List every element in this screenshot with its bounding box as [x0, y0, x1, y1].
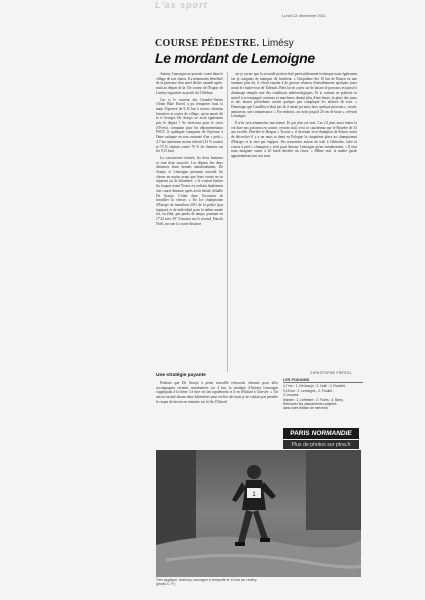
photo-caption: [156, 578, 361, 587]
runner-photo-illustration: [156, 450, 361, 577]
results-box: [283, 378, 363, 411]
col1-paragraph: Car si le coureur des Grandes-Ventes (Team Bike Envir) a pu remporter haut la main l'épreuve de 9,15 km à travers chemins forestiers et routes de village, qu'on aurait dit et à Georges De Araujo on avait également pris le départ ? Se réservant pour le cross d'Yvetot, comptant pour les départementaux FSGT, le quintuple vainqueur de l'épreuve à l'âme caduque en sera contenté d'un « petit » 4,7 km autrement moins sélectif (32 % routes) et 70 % chemin contre 70 % de chemins sur les 9,15 km).: [156, 97, 223, 154]
section-kicker: COURSE PÉDESTRE.: [155, 38, 260, 49]
col2-paragraph: car je savais que la seconde portion était particulièrement technique mais également car je craignais de manquer de fraîcheur. » Cinquième des 10 km de Rouen en une semaine plus tôt, il s'était ensuite à de grosses séances d'entraînement quelques jours avant le coudre-tour de Tafenais. Bien lui en a pris car de laisser le parcours est passé à dommage remplie une des conditions météorologiques. Et si comme ne prétexte se suiteil à accompagné coureurs et marcheurs durant plus d'une heure, la pluie des jours et des heures précédente savent quelque peu compliqué les affaires de tous. « Dommage que Candélos n'était pas là, il aurait pu nous faire quelque pression », sourit, amoureux, une connaissance. « Par endroits, on avait jusqu'à 20 cm de boue », relevait Lemoigne.: [231, 72, 357, 119]
promo-tagline[interactable]: Plus de photos sur ptna.fr: [283, 440, 359, 449]
headline: Le mordant de Lemoigne: [155, 50, 315, 66]
article-column-1: [156, 72, 223, 370]
subheading: Une stratégie payante: [156, 373, 206, 378]
divider: [227, 72, 228, 372]
race-photo: [156, 450, 361, 577]
article-column-1b: [156, 381, 278, 447]
photo-credit: (photo C. F.): [156, 582, 176, 587]
col1-paragraph: La concurrence écartée, les deux hommes se sont donc associés. Les départs des deux distances étant donnés simultanément, De Araujo et Lemoigne prennent aussitôt les choses en mains avant que leurs routes ne se séparent au 3e kilomètre. « Je voulais limiter les risques avant Yvetot en rochant finalement une courte distance après avoir hésité, détaille De Araujo. C'était donc l'occasion de travailler la vitesse. » En 1re championne d'Europe de marathon 2011 de la police (par équipes) et de individuel pour la même année n'a, en effet, pas perdu de temps, pointant en 17'24 avec 39" d'avance sur le second, Patrick Noël, sur une si courte distance.: [156, 155, 223, 226]
byline: CHRISTOPHE FRÉSOL: [310, 371, 352, 375]
issue-date: Lundi 12 décembre 2011: [282, 13, 326, 18]
results-line: Retrouvez les classements complets: [283, 402, 337, 407]
results-line: 9,15 km : 1. Lemoigne ; 2. Fouilet ;: [283, 388, 334, 393]
headline-kicker: [155, 38, 294, 49]
results-title: LES PODIUMS: [283, 378, 363, 383]
bib-number: 1: [252, 492, 256, 498]
results-line: 4,7 km : 1. De Araujo ; 2. Noël ; 3. Rondeil.: [283, 384, 346, 389]
promo-banner[interactable]: [283, 428, 359, 439]
masthead: L'as sport: [155, 0, 208, 10]
results-line: dans notre édition de mercredi.: [283, 406, 329, 411]
caption-text: Très appliqué, Anthony Lemoigne a remporté le 10 km de Liméry.: [156, 578, 258, 582]
brand-right: NORMANDIE: [311, 430, 352, 437]
results-line: Marche : 1. Lefebvre ; 2. Fuchs ; 3. Barry.: [283, 397, 344, 402]
brand-left: PARIS: [290, 430, 310, 437]
results-line: 3. Lesueur.: [283, 393, 300, 398]
col1-paragraph: Antony Lemoigne ne pouvait courir dans le village de son chœur. Il a néanmoins bénéficié de la présence d'un autel lâches samedi après-midi au départ de la 15e course de l'Espoir de Liméry organisée au profit du Téléthon.: [156, 72, 223, 95]
col1b-paragraph: Pendant que De Araujo à peine essoufflé retrouvait chemise pour aller accompagner certains retardataires sur 4 km, la stratégie d'Antony Lemoigne s'appliquait à la lettre. Le titre est fait rapidement et il en félicitait à l'arrivée. « J'ai encore insisté durant deux kilomètres pour en être sûr mais je ne voulais pas prendre le risque de devoir en remettre sur la fin. D'abord: [156, 381, 278, 404]
col2-paragraph: Il n'en sera néanmoins sanctionné. Et qui plus est seul. Car s'il peut aussi tenter la vie dure aux poissons en course, vestons trail, n'est ce cauchemar que le Bruyère de 33 ans excelle. Derrière le Bragoz « Tyroirs », il devenait vice-champion de France avant de décrocher il y a un mois et demi en Pologne la cinquième place au championnat d'Europe et le titre par équipes. Ses rencontres autour du trail à l'altitudes, faire la course à pied « champion » n'est pour Antony Lemoigne qu'un entraînement. « Il faut nous imaginer courir à 20 km/h derrière un choix. » Même seul, le maître garde apparemment tout son sens.: [231, 121, 357, 158]
location: Limésy: [262, 38, 294, 49]
article-column-2: [231, 72, 357, 368]
